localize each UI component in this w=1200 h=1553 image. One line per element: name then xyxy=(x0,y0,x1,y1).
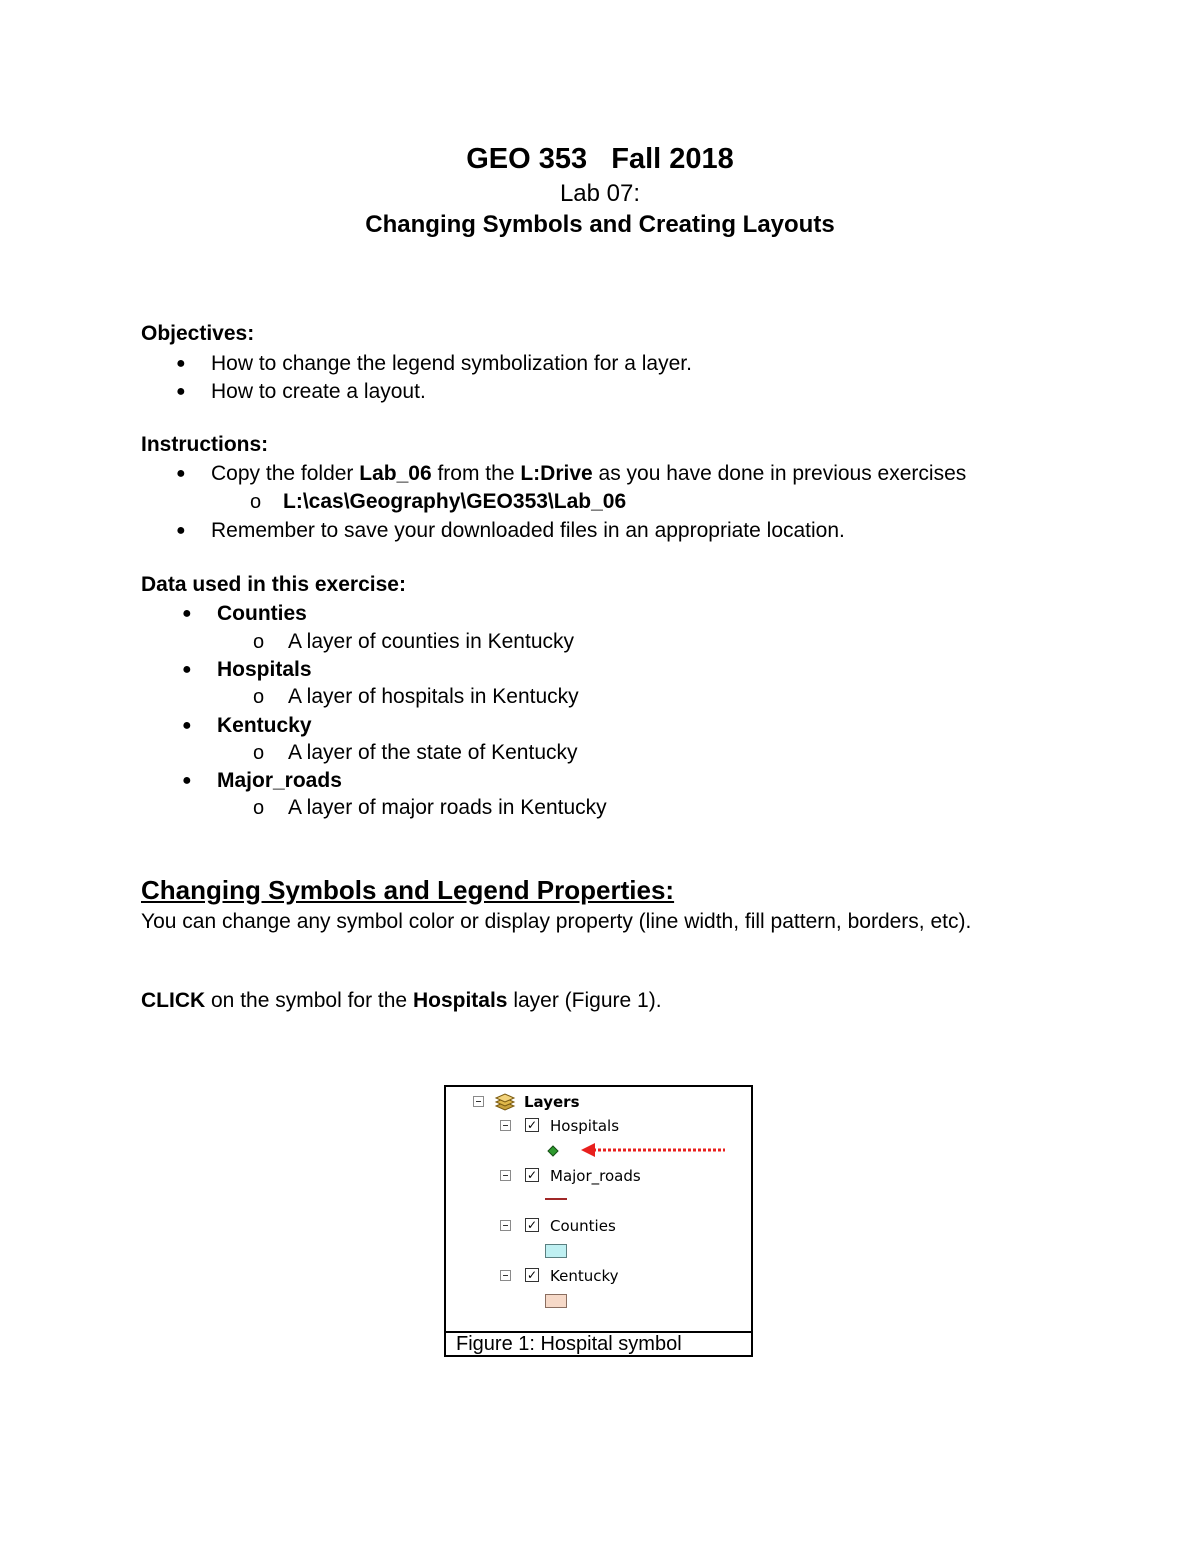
collapse-toggle[interactable] xyxy=(500,1270,511,1281)
bullet-icon: ● xyxy=(176,355,186,372)
sub-bullet-icon: o xyxy=(253,631,265,653)
bullet-icon: ● xyxy=(182,605,192,622)
road-line-symbol[interactable] xyxy=(545,1198,567,1200)
lab-subtitle: Changing Symbols and Creating Layouts xyxy=(365,211,835,238)
sub-bullet-icon: o xyxy=(253,797,265,819)
objective-item: How to change the legend symbolization for a layer. xyxy=(211,352,692,375)
bullet-icon: ● xyxy=(182,661,192,678)
layer-name-major-roads[interactable]: Major_roads xyxy=(550,1167,641,1185)
sub-bullet-icon: o xyxy=(253,742,265,764)
collapse-toggle[interactable] xyxy=(500,1220,511,1231)
collapse-toggle[interactable] xyxy=(473,1096,484,1107)
layer-name-hospitals[interactable]: Hospitals xyxy=(550,1117,620,1135)
layer-name-counties[interactable]: Counties xyxy=(550,1217,616,1235)
layers-stack-icon xyxy=(494,1092,516,1112)
layer-visibility-checkbox[interactable]: ✓ xyxy=(526,1268,538,1282)
objective-item: How to create a layout. xyxy=(211,380,426,403)
instruction-item: Copy the folder Lab_06 from the L:Drive as you have done in previous exercises xyxy=(211,462,967,485)
data-layer-desc: A layer of the state of Kentucky xyxy=(288,741,578,764)
data-layer-name: Major_roads xyxy=(217,769,342,792)
lab-number: Lab 07: xyxy=(559,180,641,207)
data-heading: Data used in this exercise: xyxy=(141,573,406,596)
table-of-contents-panel xyxy=(446,1087,751,1331)
folder-path: L:\cas\Geography\GEO353\Lab_06 xyxy=(283,490,627,513)
layer-visibility-checkbox[interactable]: ✓ xyxy=(526,1118,538,1132)
counties-fill-symbol[interactable] xyxy=(545,1244,567,1258)
instruction-item: Remember to save your downloaded files in an appropriate location. xyxy=(211,519,845,542)
layer-visibility-checkbox[interactable]: ✓ xyxy=(526,1218,538,1232)
section-paragraph: You can change any symbol color or display property (line width, fill pattern, borders, etc). xyxy=(141,910,972,933)
section-title: Changing Symbols and Legend Properties: xyxy=(141,875,675,905)
click-instruction: CLICK on the symbol for the Hospitals layer (Figure 1). xyxy=(141,989,662,1012)
red-arrow-icon xyxy=(581,1140,727,1160)
sub-bullet-icon: o xyxy=(253,686,265,708)
instructions-heading: Instructions: xyxy=(141,433,269,456)
data-layer-name: Counties xyxy=(217,602,307,625)
data-layer-name: Hospitals xyxy=(217,658,312,681)
collapse-toggle[interactable] xyxy=(500,1120,511,1131)
bullet-icon: ● xyxy=(182,772,192,789)
bullet-icon: ● xyxy=(176,522,186,539)
data-layer-desc: A layer of major roads in Kentucky xyxy=(288,796,607,819)
objectives-heading: Objectives: xyxy=(141,322,255,345)
data-layer-desc: A layer of hospitals in Kentucky xyxy=(288,685,579,708)
bullet-icon: ● xyxy=(182,717,192,734)
layers-root-label: Layers xyxy=(524,1093,580,1111)
hospital-point-symbol[interactable] xyxy=(547,1145,559,1157)
kentucky-fill-symbol[interactable] xyxy=(545,1294,567,1308)
data-layer-desc: A layer of counties in Kentucky xyxy=(288,630,574,653)
figure-1 xyxy=(444,1085,753,1357)
data-layer-name: Kentucky xyxy=(217,714,312,737)
layer-visibility-checkbox[interactable]: ✓ xyxy=(526,1168,538,1182)
collapse-toggle[interactable] xyxy=(500,1170,511,1181)
bullet-icon: ● xyxy=(176,383,186,400)
figure-caption: Figure 1: Hospital symbol xyxy=(446,1331,751,1355)
document-title: GEO 353 Fall 2018 xyxy=(466,143,734,175)
bullet-icon: ● xyxy=(176,465,186,482)
layer-name-kentucky[interactable]: Kentucky xyxy=(550,1267,619,1285)
sub-bullet-icon: o xyxy=(250,491,262,513)
